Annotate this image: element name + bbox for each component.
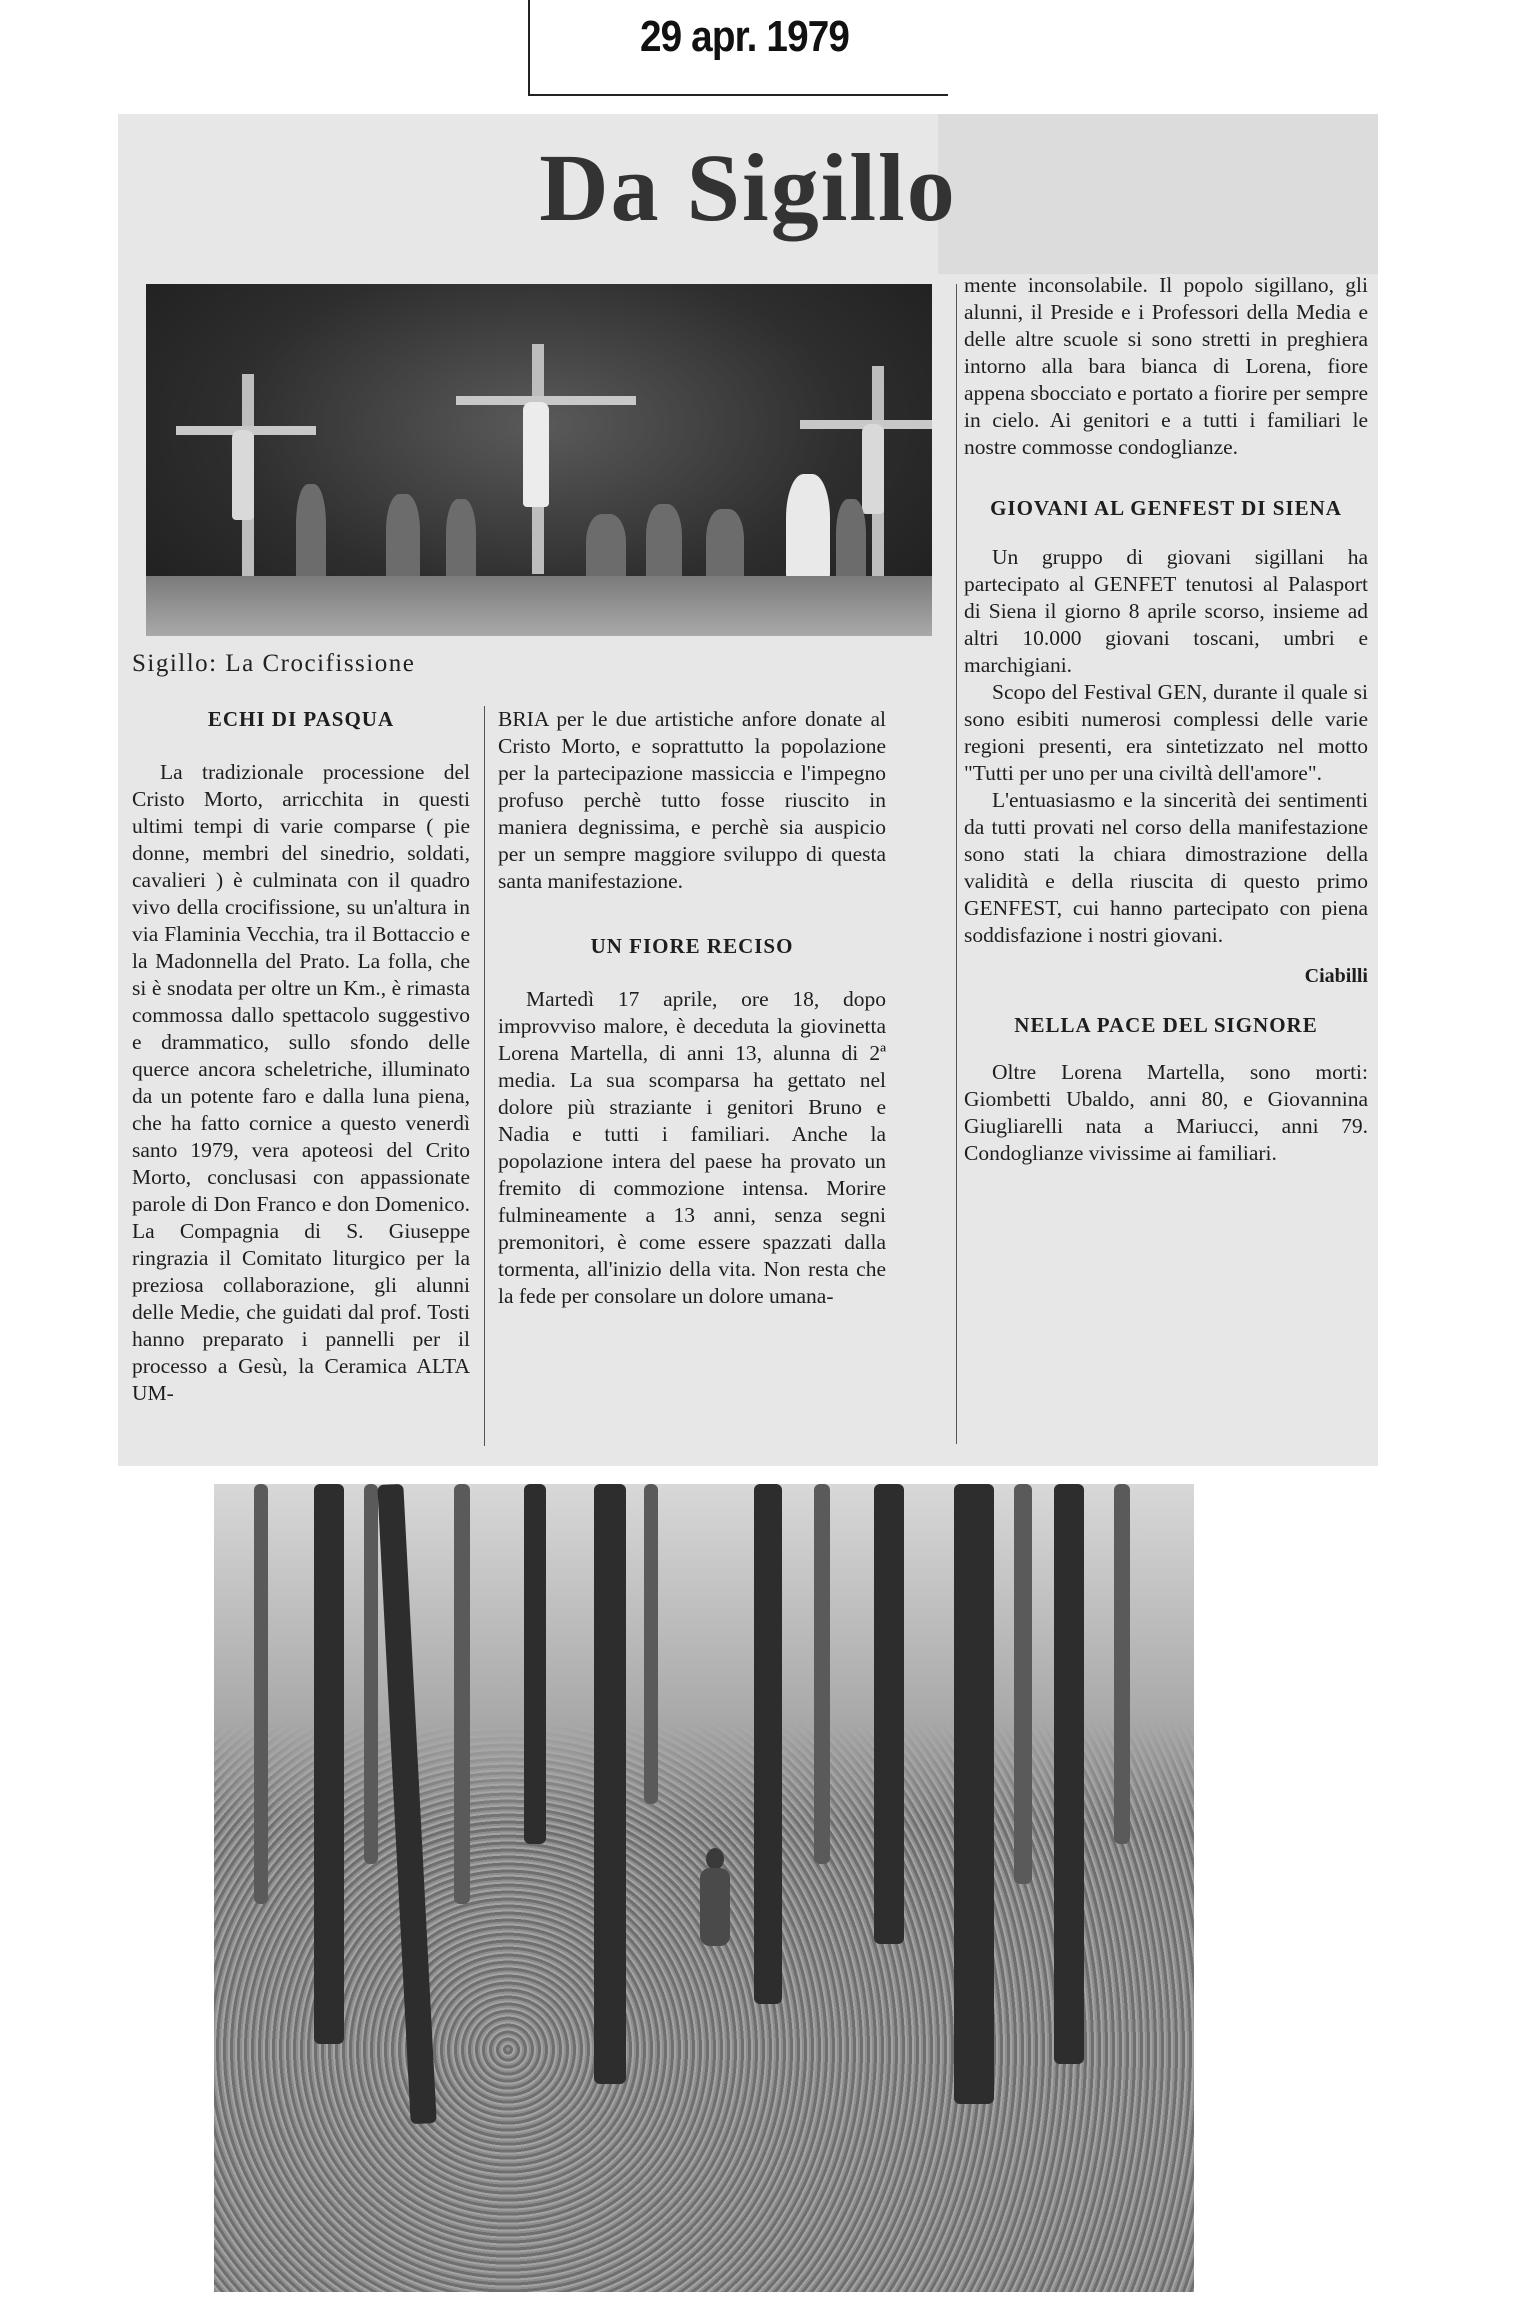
genfest-paragraph-2: Scopo del Festival GEN, durante il quale si sono esibiti numerosi complessi delle varie regioni presenti, era sintetizzato nel motto "Tutti per uno per una civiltà dell'amore".	[964, 680, 1368, 785]
column-rule-1	[484, 706, 485, 1446]
echi-di-pasqua-text: La tradizionale processione del Cristo Morto, arricchita in questi ultimi tempi di varie comparse ( pie donne, membri del sinedrio, soldati, cavalieri ) è culminata con il quadro vivo della crocifissione, su un'altura in via Flaminia Vecchia, tra il Bottaccio e la Madonnella del Prato. La folla, che si è snodata per oltre un Km., è rimasta commossa dallo spettacolo suggestivo e drammatico, sullo sfondo delle querce ancora scheletriche, illuminato da un potente faro e dalla luna piena, che ha fatto cornice a questo venerdì santo 1979, vera apoteosi del Crito Morto, conclusasi con appassionate parole di Don Franco e don Domenico. La Compagnia di S. Giuseppe ringrazia il Comitato liturgico per la preziosa collaborazione, gli alunni delle Medie, che guidati dal prof. Tosti hanno preparato i pannelli per il processo a Gesù, la Ceramica ALTA UM-	[132, 760, 470, 1405]
heading-giovani-genfest: GIOVANI AL GENFEST DI SIENA	[990, 496, 1342, 520]
walker-figure	[706, 1848, 724, 1870]
masthead-title: Da Sigillo	[539, 134, 957, 241]
forest-photo	[214, 1484, 1194, 2292]
photo-caption: Sigillo: La Crocifissione	[132, 650, 416, 677]
column-1	[132, 706, 470, 1407]
genfest-paragraph-1: Un gruppo di giovani sigillani ha partecipato al GENFET tenutosi al Palasport di Siena il giorno 8 aprile scorso, insieme ad altri 10.000 giovani toscani, umbri e marchigiani.	[964, 545, 1368, 677]
column-3	[964, 272, 1368, 1167]
genfest-paragraph-3: L'entuasiasmo e la sincerità dei sentimenti da tutti provati nel corso della manifestazione sono stati la chiara dimostrazione della validità e della riuscita di questo primo GENFEST, cui hanno partecipato con piena soddisfazione i nostri giovani.	[964, 788, 1368, 947]
newspaper-clipping	[118, 114, 1378, 1466]
un-fiore-reciso-text: Martedì 17 aprile, ore 18, dopo improvviso malore, è deceduta la giovinetta Lorena Martella, di anni 13, alunna di 2ª media. La sua scomparsa ha gettato nel dolore più straziante i genitori Bruno e Nadia e tutti i familiari. Anche la popolazione intera del paese ha provato un fremito di commozione intensa. Morire fulmineamente a 13 anni, senza segni premonitori, è come essere spazzati dalla tormenta, all'inizio della vita. Non resta che la fede per consolare un dolore umana-	[498, 987, 886, 1308]
column-rule-2	[956, 284, 957, 1444]
echi-di-pasqua-continued: BRIA per le due artistiche anfore donate al Cristo Morto, e soprattutto la popolazione per la partecipazione massiccia e l'impegno profuso perchè tutto fosse riuscito in maniera degnissima, e perchè sia auspicio per un sempre maggiore sviluppo di questa santa manifestazione.	[498, 707, 886, 893]
nella-pace-text: Oltre Lorena Martella, sono morti: Giombetti Ubaldo, anni 80, e Giovannina Giugliarelli nata a Mariucci, anni 79. Condoglianze vivissime ai familiari.	[964, 1060, 1368, 1165]
heading-un-fiore-reciso: UN FIORE RECISO	[590, 934, 794, 958]
un-fiore-reciso-continued: mente inconsolabile. Il popolo sigillano, gli alunni, il Preside e i Professori della Media e delle altre scuole si sono stretti in preghiera intorno alla bara bianca di Lorena, fiore appena sbocciato e portato a fiorire per sempre in cielo. Ai genitori e a tutti i familiari le nostre commosse condoglianze.	[964, 273, 1368, 459]
heading-nella-pace-del-signore: NELLA PACE DEL SIGNORE	[1014, 1013, 1318, 1037]
column-2	[498, 706, 886, 1310]
signature-ciabilli: Ciabilli	[1304, 965, 1368, 987]
heading-echi-di-pasqua: ECHI DI PASQUA	[207, 707, 395, 731]
date-stamp	[528, 0, 948, 96]
stamp-date: 29 apr. 1979	[640, 12, 850, 61]
crucifixion-photo	[146, 284, 932, 636]
